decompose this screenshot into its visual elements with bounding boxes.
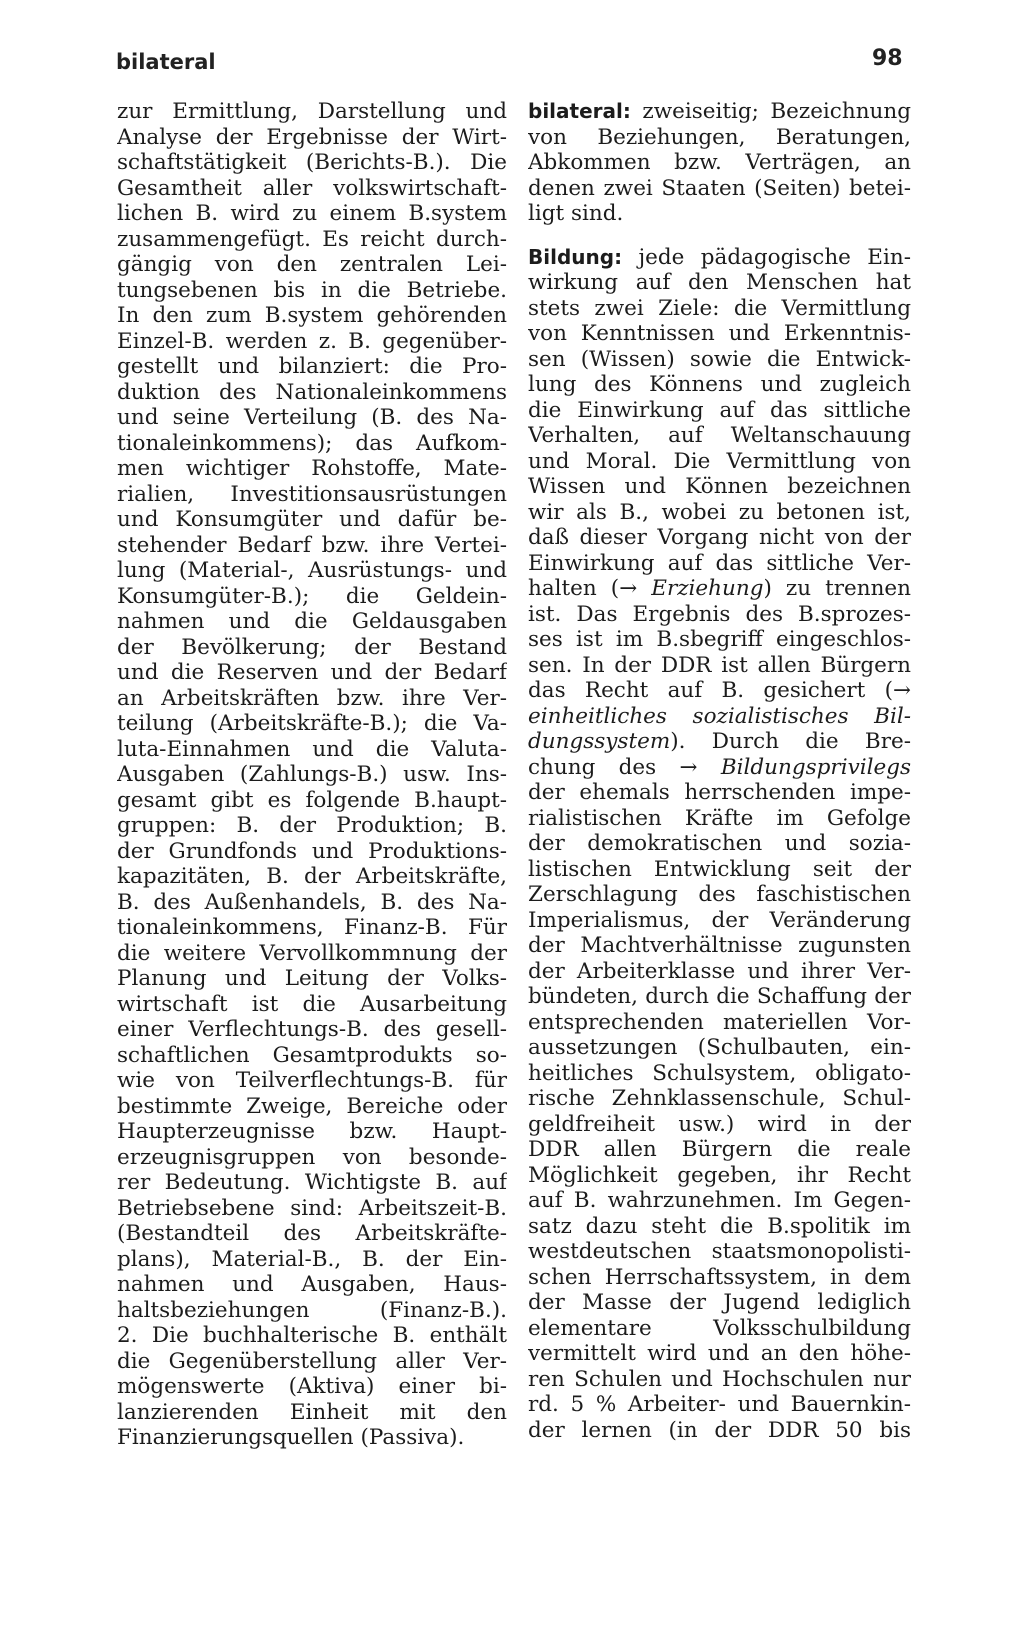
text-line: luta-Einnahmen und die Valuta-: [117, 736, 507, 762]
headword-bilateral: bilateral:: [528, 99, 631, 123]
text-line: wirkung auf den Menschen hat: [528, 270, 911, 295]
text-line: lanzierenden Einheit mit den: [117, 1399, 507, 1425]
text-line: nahmen und Ausgaben, Haus-: [117, 1272, 507, 1297]
text-line: vermittelt wird und an den höhe-: [528, 1341, 911, 1366]
text-line: Zerschlagung des faschistischen: [528, 882, 911, 907]
entry-headline-bildung: [528, 245, 911, 271]
text-line: chung des → Bildungsprivilegs: [528, 754, 911, 780]
right-column: [528, 99, 911, 1443]
text-line: ligt sind.: [528, 201, 624, 226]
text-line: sen. In der DDR ist allen Bürgern: [528, 652, 911, 678]
text-line: schaftlichen Gesamtprodukts so-: [117, 1042, 507, 1068]
text-line: Verhalten, auf Weltanschauung: [528, 423, 911, 448]
text-line: wirtschaft ist die Ausarbeitung: [117, 991, 507, 1017]
text-line: der lernen (in der DDR 50 bis: [528, 1417, 911, 1443]
text-line: der demokratischen und sozia-: [528, 831, 911, 856]
text-line: wie von Teilverflechtungs-B. für: [117, 1068, 507, 1093]
text-line: der Arbeiterklasse und ihrer Ver-: [528, 958, 911, 984]
headword-bildung: Bildung:: [528, 244, 623, 269]
text-line: [528, 704, 911, 730]
text-line: schen Herrschaftssystem, in dem: [528, 1264, 911, 1290]
text-line: von Kenntnissen und Erkenntnis-: [528, 321, 911, 346]
text-line: bündeten, durch die Schaffung der: [528, 984, 911, 1009]
text-line: tionaleinkommens, Finanz-B. Für: [117, 915, 507, 940]
text-line: daß dieser Vorgang nicht von der: [528, 525, 911, 550]
text-line: rialistischen Kräfte im Gefolge: [528, 805, 911, 831]
text-line: der Grundfonds und Produktions-: [117, 838, 507, 864]
text-line: teilung (Arbeitskräfte-B.); die Va-: [117, 711, 507, 736]
entry-separator: [528, 227, 911, 245]
text-line: B. des Außenhandels, B. des Na-: [117, 889, 507, 915]
text-line: entsprechenden materiellen Vor-: [528, 1009, 911, 1035]
text-line: kapazitäten, B. der Arbeitskräfte,: [117, 864, 507, 889]
text-line: die Einwirkung auf das sittliche: [528, 397, 911, 423]
cross-reference-arrow-icon: →: [892, 678, 911, 703]
text-line: Analyse der Ergebnisse der Wirt-: [117, 124, 507, 150]
text-line: ren Schulen und Hochschulen nur: [528, 1366, 911, 1392]
cross-reference-einheitliches-bildungssystem[interactable]: einheitliches sozialistisches Bil-: [528, 703, 911, 729]
text-line: Abkommen bzw. Verträgen, an: [528, 150, 911, 175]
text-line: ist. Das Ergebnis des B.sprozes-: [528, 601, 911, 627]
cross-reference-bildungsprivileg[interactable]: Bildungsprivilegs: [720, 754, 911, 780]
definition-start: zweiseitig; Bezeichnung: [642, 99, 911, 124]
text-line: elementare Volksschulbildung: [528, 1315, 911, 1341]
text-line: gestellt und bilanziert: die Pro-: [117, 354, 507, 379]
cross-reference-einheitliches-bildungssystem-cont[interactable]: dungssystem: [528, 729, 671, 754]
text-line: schaftstätigkeit (Berichts-B.). Die: [117, 150, 507, 175]
text-line: Einwirkung auf das sittliche Ver-: [528, 550, 911, 576]
entry-headline-bilateral: [528, 99, 911, 125]
cross-reference-erziehung[interactable]: Erziehung: [651, 576, 764, 601]
text-line: rd. 5 % Arbeiter- und Bauernkin-: [528, 1392, 911, 1417]
text-line: halten (→ Erziehung) zu trennen: [528, 576, 911, 601]
text-line: Konsumgüter-B.); die Geldein-: [117, 583, 507, 609]
text-line: lung (Material-, Ausrüstungs- und: [117, 558, 507, 583]
text-line: und seine Verteilung (B. des Na-: [117, 405, 507, 430]
text-line: erzeugnisgruppen von besonde-: [117, 1144, 507, 1170]
text-line: lung des Könnens und zugleich: [528, 372, 911, 397]
text-line: DDR allen Bürgern die reale: [528, 1137, 911, 1162]
text-line: und Moral. Die Vermittlung von: [528, 448, 911, 474]
text-line: Wissen und Können bezeichnen: [528, 474, 911, 499]
text-line: stehender Bedarf bzw. ihre Vertei-: [117, 532, 507, 558]
text-line: die Gegenüberstellung aller Ver-: [117, 1348, 507, 1374]
text-line: denen zwei Staaten (Seiten) betei-: [528, 175, 911, 201]
cross-reference-arrow-icon: →: [679, 754, 698, 780]
text-line: aussetzungen (Schulbauten, ein-: [528, 1035, 911, 1060]
entry-bildung-body-c: [528, 780, 911, 1443]
text-line: rer Bedeutung. Wichtigste B. auf: [117, 1170, 507, 1195]
text-line: der Machtverhältnisse zugunsten: [528, 933, 911, 958]
text-line: heitliches Schulsystem, obligato-: [528, 1060, 911, 1086]
text-line: tionaleinkommens); das Aufkom-: [117, 430, 507, 456]
text-line: haltsbeziehungen (Finanz-B.).: [117, 1297, 507, 1323]
text-line: die weitere Vervollkommnung der: [117, 940, 507, 966]
text-line: Gesamtheit aller volkswirtschaft-: [117, 175, 507, 201]
text-line: zusammengefügt. Es reicht durch-: [117, 226, 507, 252]
text-line: geldfreiheit usw.) wird in der: [528, 1111, 911, 1137]
text-line: lichen B. wird zu einem B.system: [117, 201, 507, 226]
text-line: mögenswerte (Aktiva) einer bi-: [117, 1374, 507, 1399]
text-line: plans), Material-B., B. der Ein-: [117, 1246, 507, 1272]
text-line: Imperialismus, der Veränderung: [528, 907, 911, 933]
text-line: westdeutschen staatsmonopolisti-: [528, 1239, 911, 1264]
text-line: Betriebsebene sind: Arbeitszeit-B.: [117, 1195, 507, 1221]
text-line: satz dazu steht die B.spolitik im: [528, 1213, 911, 1239]
text-line: einer Verflechtungs-B. des gesell-: [117, 1017, 507, 1042]
entry-bildung-body-a: [528, 270, 911, 576]
text-line: listischen Entwicklung seit der: [528, 856, 911, 882]
text-line: Ausgaben (Zahlungs-B.) usw. Ins-: [117, 762, 507, 787]
text-line: (Bestandteil des Arbeitskräfte-: [117, 1221, 507, 1246]
text-line: bestimmte Zweige, Bereiche oder: [117, 1093, 507, 1119]
text-line: Finanzierungsquellen (Passiva).: [117, 1425, 465, 1450]
text-line: und die Reserven und der Bedarf: [117, 660, 507, 685]
text-line: der Bevölkerung; der Bestand: [117, 634, 507, 660]
text-line: der ehemals herrschenden impe-: [528, 780, 911, 805]
text-line: und Konsumgüter und dafür be-: [117, 507, 507, 532]
text-line: duktion des Nationaleinkommens: [117, 379, 507, 405]
text-line: ses ist im B.sbegriff eingeschlos-: [528, 627, 911, 652]
text-line: rische Zehnklassenschule, Schul-: [528, 1086, 911, 1111]
entry-bilateral-body: [528, 125, 911, 227]
text-line: Planung und Leitung der Volks-: [117, 966, 507, 991]
text-line: zur Ermittlung, Darstellung und: [117, 99, 507, 124]
text-line: dungssystem). Durch die Bre-: [528, 729, 911, 754]
text-line: wir als B., wobei zu betonen ist,: [528, 499, 911, 525]
text-line: stets zwei Ziele: die Vermittlung: [528, 295, 911, 321]
text-line: rialien, Investitionsausrüstungen: [117, 481, 507, 507]
text-line: nahmen und die Geldausgaben: [117, 609, 507, 634]
text-line: auf B. wahrzunehmen. Im Gegen-: [528, 1188, 911, 1213]
text-line: gruppen: B. der Produktion; B.: [117, 813, 507, 838]
text-line: men wichtiger Rohstoffe, Mate-: [117, 456, 507, 481]
text-line: sen (Wissen) sowie die Entwick-: [528, 346, 911, 372]
text-line: Haupterzeugnisse bzw. Haupt-: [117, 1119, 507, 1144]
running-head: bilateral: [116, 50, 216, 74]
text-line: tungsebenen bis in die Betriebe.: [117, 277, 507, 303]
text-line: an Arbeitskräften bzw. ihre Ver-: [117, 685, 507, 711]
text-line: 2. Die buchhalterische B. enthält: [117, 1323, 507, 1348]
text-line: das Recht auf B. gesichert (→: [528, 678, 911, 703]
text-line: Möglichkeit gegeben, ihr Recht: [528, 1162, 911, 1188]
text-line: von Beziehungen, Beratungen,: [528, 124, 911, 150]
text-line: gängig von den zentralen Lei-: [117, 252, 507, 277]
page-number: 98: [872, 46, 903, 71]
cross-reference-arrow-icon: →: [619, 576, 638, 601]
left-column: [117, 99, 507, 1451]
entry-bildung-body-b: [528, 602, 911, 679]
text-line: In den zum B.system gehörenden: [117, 303, 507, 328]
text-line: der Masse der Jugend lediglich: [528, 1290, 911, 1315]
definition-start: jede pädagogische Ein-: [638, 244, 911, 270]
text-line: gesamt gibt es folgende B.haupt-: [117, 787, 507, 813]
text-line: Einzel-B. werden z. B. gegenüber-: [117, 328, 507, 354]
